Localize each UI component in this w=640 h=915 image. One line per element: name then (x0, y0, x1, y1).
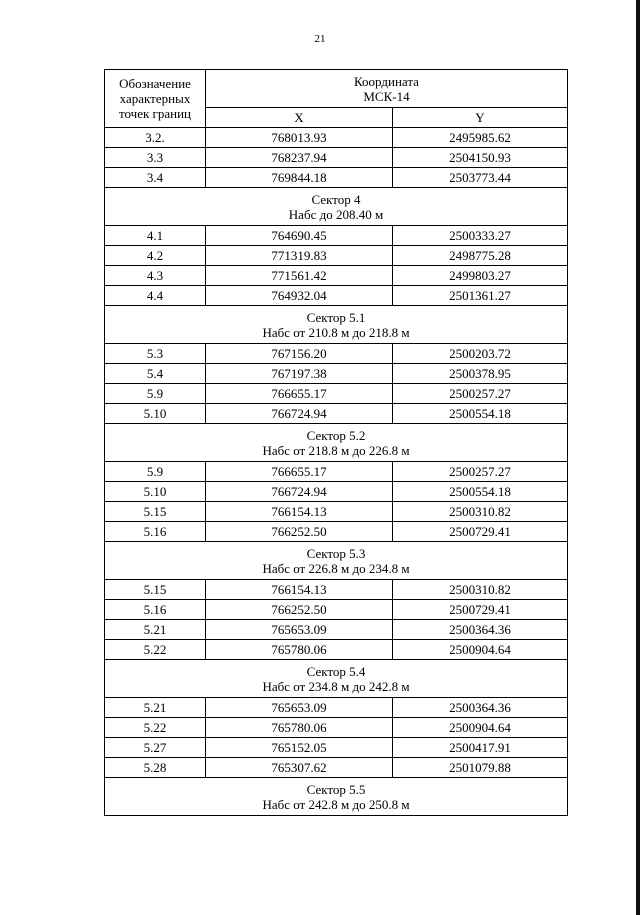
y-coordinate-cell: 2500554.18 (393, 482, 568, 502)
header-label-line: характерных (119, 91, 191, 106)
page-number: 21 (314, 33, 326, 45)
point-designation-cell: 5.9 (105, 462, 206, 482)
x-coordinate-cell: 766252.50 (206, 522, 393, 542)
header-x: X (206, 108, 393, 128)
y-coordinate-cell: 2500310.82 (393, 502, 568, 522)
x-coordinate-cell: 765780.06 (206, 718, 393, 738)
table-row (105, 640, 568, 660)
sector-heading (105, 778, 568, 816)
x-coordinate-cell: 765653.09 (206, 620, 393, 640)
point-designation-cell: 5.15 (105, 502, 206, 522)
point-designation-cell: 5.4 (105, 364, 206, 384)
y-coordinate-cell: 2500310.82 (393, 580, 568, 600)
x-coordinate-cell: 769844.18 (206, 168, 393, 188)
x-coordinate-cell: 766252.50 (206, 600, 393, 620)
table-row (105, 600, 568, 620)
point-designation-cell: 4.2 (105, 246, 206, 266)
x-coordinate-cell: 766655.17 (206, 462, 393, 482)
sector-elevation-range: Набс от 242.8 м до 250.8 м (262, 796, 410, 812)
header-coordinate-system: МСК-14 (363, 88, 410, 104)
coordinates-table (104, 69, 568, 816)
x-coordinate-cell: 771561.42 (206, 266, 393, 286)
x-coordinate-cell: 765307.62 (206, 758, 393, 778)
y-coordinate-cell: 2499803.27 (393, 266, 568, 286)
table-row (105, 718, 568, 738)
x-coordinate-cell: 765780.06 (206, 640, 393, 660)
point-designation-cell: 5.15 (105, 580, 206, 600)
point-designation-cell: 3.2. (105, 128, 206, 148)
point-designation-cell: 4.1 (105, 226, 206, 246)
x-coordinate-cell: 768237.94 (206, 148, 393, 168)
y-coordinate-cell: 2498775.28 (393, 246, 568, 266)
sector-title: Сектор 5.5 (306, 781, 366, 797)
y-coordinate-cell: 2500904.64 (393, 640, 568, 660)
sector-heading (105, 660, 568, 698)
table-row (105, 738, 568, 758)
y-coordinate-cell: 2500364.36 (393, 698, 568, 718)
sector-row (105, 188, 568, 226)
header-coordinate (206, 70, 568, 108)
sector-heading (105, 188, 568, 226)
x-coordinate-cell: 766154.13 (206, 502, 393, 522)
y-coordinate-cell: 2500257.27 (393, 384, 568, 404)
point-designation-cell: 5.10 (105, 404, 206, 424)
sector-row (105, 660, 568, 698)
sector-row (105, 306, 568, 344)
table-row (105, 246, 568, 266)
y-coordinate-cell: 2500417.91 (393, 738, 568, 758)
table-row (105, 148, 568, 168)
point-designation-cell: 3.3 (105, 148, 206, 168)
sector-elevation-range: Набс от 234.8 м до 242.8 м (262, 678, 410, 694)
y-coordinate-cell: 2500378.95 (393, 364, 568, 384)
table-row (105, 286, 568, 306)
y-coordinate-cell: 2495985.62 (393, 128, 568, 148)
point-designation-cell: 4.3 (105, 266, 206, 286)
table-row (105, 364, 568, 384)
x-coordinate-cell: 767156.20 (206, 344, 393, 364)
sector-title: Сектор 5.3 (306, 545, 366, 561)
table-row (105, 344, 568, 364)
y-coordinate-cell: 2500333.27 (393, 226, 568, 246)
x-coordinate-cell: 766655.17 (206, 384, 393, 404)
sector-title: Сектор 5.4 (306, 663, 366, 679)
x-coordinate-cell: 766724.94 (206, 482, 393, 502)
point-designation-cell: 5.9 (105, 384, 206, 404)
table-row (105, 266, 568, 286)
x-coordinate-cell: 765152.05 (206, 738, 393, 758)
y-coordinate-cell: 2500203.72 (393, 344, 568, 364)
table-row (105, 522, 568, 542)
y-coordinate-cell: 2500729.41 (393, 600, 568, 620)
x-coordinate-cell: 764932.04 (206, 286, 393, 306)
header-y: Y (393, 108, 568, 128)
table-row (105, 226, 568, 246)
x-coordinate-cell: 766154.13 (206, 580, 393, 600)
point-designation-cell: 5.21 (105, 620, 206, 640)
point-designation-cell: 5.28 (105, 758, 206, 778)
y-coordinate-cell: 2500257.27 (393, 462, 568, 482)
sector-title: Сектор 5.2 (306, 427, 366, 443)
sector-elevation-range: Набс от 226.8 м до 234.8 м (262, 560, 410, 576)
point-designation-cell: 5.21 (105, 698, 206, 718)
sector-row (105, 542, 568, 580)
x-coordinate-cell: 766724.94 (206, 404, 393, 424)
sector-elevation-range: Набс от 218.8 м до 226.8 м (262, 442, 410, 458)
point-designation-cell: 5.22 (105, 718, 206, 738)
y-coordinate-cell: 2503773.44 (393, 168, 568, 188)
table-row (105, 698, 568, 718)
point-designation-cell: 3.4 (105, 168, 206, 188)
y-coordinate-cell: 2501079.88 (393, 758, 568, 778)
point-designation-cell: 5.16 (105, 600, 206, 620)
point-designation-cell: 5.3 (105, 344, 206, 364)
y-coordinate-cell: 2500364.36 (393, 620, 568, 640)
table-row (105, 620, 568, 640)
table-row (105, 168, 568, 188)
table-row (105, 482, 568, 502)
sector-row (105, 778, 568, 816)
sector-heading (105, 306, 568, 344)
point-designation-cell: 5.27 (105, 738, 206, 758)
page-edge-shadow (636, 0, 640, 915)
table-row (105, 384, 568, 404)
coordinates-table-body (105, 70, 568, 816)
x-coordinate-cell: 768013.93 (206, 128, 393, 148)
header-label-line: Обозначение (119, 76, 191, 91)
sector-row (105, 424, 568, 462)
header-row-top (105, 70, 568, 108)
x-coordinate-cell: 767197.38 (206, 364, 393, 384)
sector-title: Сектор 4 (311, 191, 361, 207)
header-point-designation (105, 70, 206, 128)
header-coordinate-line: Координата (354, 73, 419, 89)
y-coordinate-cell: 2500729.41 (393, 522, 568, 542)
sector-title: Сектор 5.1 (306, 309, 366, 325)
table-row (105, 580, 568, 600)
table-row (105, 462, 568, 482)
sector-heading (105, 424, 568, 462)
sector-elevation-range: Набс до 208.40 м (288, 206, 384, 222)
x-coordinate-cell: 764690.45 (206, 226, 393, 246)
sector-heading (105, 542, 568, 580)
y-coordinate-cell: 2501361.27 (393, 286, 568, 306)
header-label-line: точек границ (118, 106, 192, 121)
table-row (105, 404, 568, 424)
x-coordinate-cell: 771319.83 (206, 246, 393, 266)
table-row (105, 758, 568, 778)
table-row (105, 502, 568, 522)
point-designation-cell: 5.10 (105, 482, 206, 502)
sector-elevation-range: Набс от 210.8 м до 218.8 м (262, 324, 410, 340)
y-coordinate-cell: 2500554.18 (393, 404, 568, 424)
point-designation-cell: 5.22 (105, 640, 206, 660)
point-designation-cell: 4.4 (105, 286, 206, 306)
point-designation-cell: 5.16 (105, 522, 206, 542)
table-row (105, 128, 568, 148)
y-coordinate-cell: 2504150.93 (393, 148, 568, 168)
y-coordinate-cell: 2500904.64 (393, 718, 568, 738)
x-coordinate-cell: 765653.09 (206, 698, 393, 718)
